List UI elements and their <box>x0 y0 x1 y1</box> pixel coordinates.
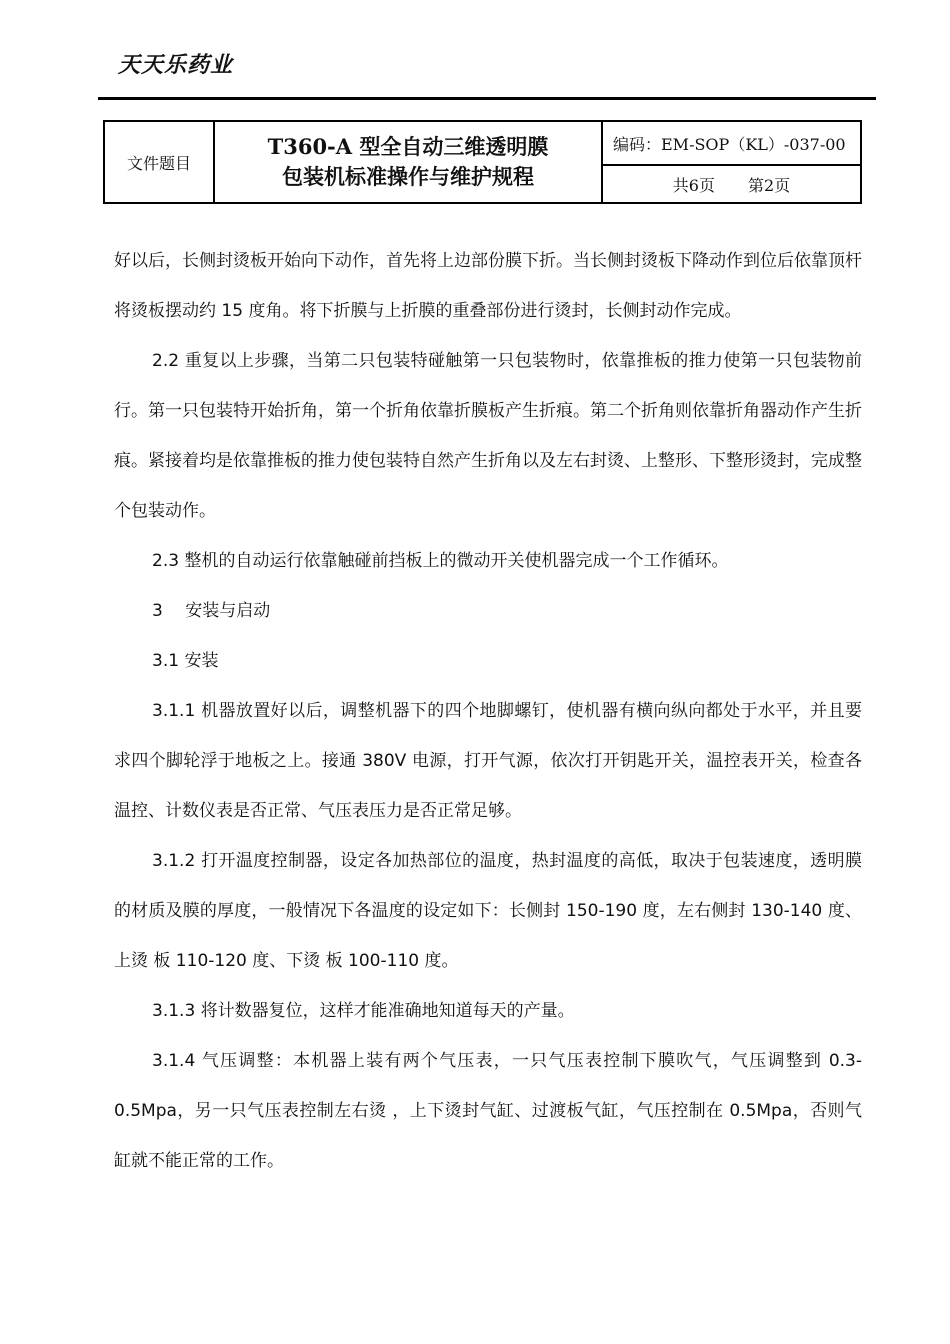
paragraph: 3.1.2 打开温度控制器，设定各加热部位的温度，热封温度的高低，取决于包装速度，透明膜的材质及膜的厚度，一般情况下各温度的设定如下：长侧封 150-190 度，左右侧封 130-140 度、上烫 板 110-120 度、下烫 板 100-110 度。 <box>114 851 862 971</box>
paragraph: 2.3 整机的自动运行依靠触碰前挡板上的微动开关使机器完成一个工作循环。 <box>152 551 729 571</box>
document-code: 编码：EM-SOP（KL）-037-00 <box>602 121 861 165</box>
subsection-heading: 3.1 安装 <box>152 651 219 671</box>
document-body <box>114 236 862 1186</box>
page-info <box>602 165 861 203</box>
paragraph: 3.1.4 气压调整：本机器上装有两个气压表，一只气压表控制下膜吹气，气压调整到 0.3-0.5Mpa，另一只气压表控制左右烫 ，上下烫封气缸、过渡板气缸，气压控制在 0.5Mpa，否则气缸就不能正常的工作。 <box>114 1051 862 1171</box>
header-rule <box>98 97 876 100</box>
total-pages: 共6页 <box>672 175 715 195</box>
section-heading: 3 安装与启动 <box>152 601 271 621</box>
paragraph: 好以后，长侧封烫板开始向下动作，首先将上边部份膜下折。当长侧封烫板下降动作到位后依靠顶杆将烫板摆动约 15 度角。将下折膜与上折膜的重叠部份进行烫封，长侧封动作完成。 <box>114 251 862 321</box>
company-name: 天天乐药业 <box>118 52 234 78</box>
document-title-label: 文件题目 <box>104 121 214 203</box>
document-title-line1: T360-A 型全自动三维透明膜 <box>267 134 549 159</box>
paragraph: 2.2 重复以上步骤，当第二只包装特碰触第一只包装物时，依靠推板的推力使第一只包装物前行。第一只包装特开始折角，第一个折角依靠折膜板产生折痕。第二个折角则依靠折角器动作产生折痕。紧接着均是依靠推板的推力使包装特自然产生折角以及左右封烫、上整形、下整形烫封，完成整个包装动作。 <box>114 351 862 521</box>
paragraph: 3.1.1 机器放置好以后，调整机器下的四个地脚螺钉，使机器有横向纵向都处于水平，并且要求四个脚轮浮于地板之上。接通 380V 电源，打开气源，依次打开钥匙开关，温控表开关，检查各温控、计数仪表是否正常、气压表压力是否正常足够。 <box>114 701 862 821</box>
document-title-line2: 包装机标准操作与维护规程 <box>282 164 534 189</box>
document-header-table <box>103 120 862 204</box>
current-page: 第2页 <box>748 175 791 195</box>
document-title <box>214 121 602 203</box>
paragraph: 3.1.3 将计数器复位，这样才能准确地知道每天的产量。 <box>152 1001 575 1021</box>
